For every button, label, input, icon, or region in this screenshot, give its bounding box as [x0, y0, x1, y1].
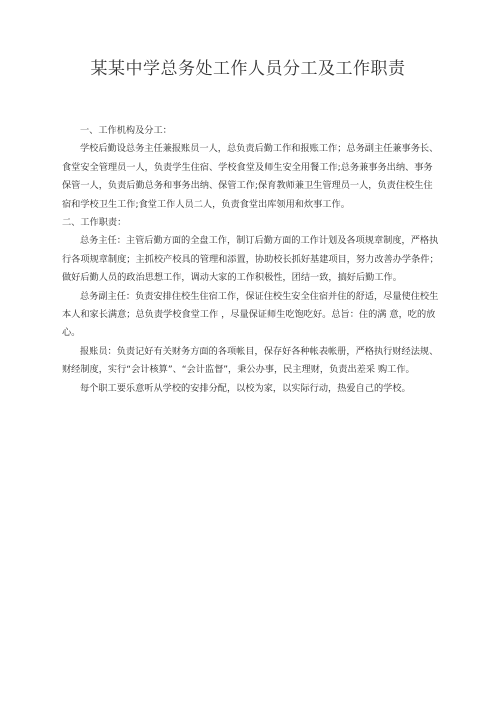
- paragraph-organization-details: 学校后勤设总务主任兼报账员一人，总负责后勤工作和报账工作；总务副主任兼事务长、食堂安全管理员一人，负责学生住宿、学校食堂及师生安全用餐工作;总务兼事务出纳、事务保管一人，负责后勤总务和事务出纳、保管工作;保育教师兼卫生管理员一人，负责住校生住宿和学校卫生工作;食堂工作人员二人，负责食堂出库领用和炊事工作。: [62, 143, 439, 210]
- page-title: 某某中学总务处工作人员分工及工作职责: [90, 59, 406, 79]
- section-heading-organization: 一、工作机构及分工：: [80, 125, 172, 136]
- section-heading-duties: 二、工作职责：: [62, 217, 127, 229]
- document-body: [62, 122, 440, 398]
- paragraph-deputy-director-duties: 总务副主任：负责安排住校生住宿工作，保证住校生安全住宿并住的舒适，尽量使住校生本人和家长满意；总负责学校食堂工作 ，尽量保证师生吃饱吃好。总旨：住的满 意，吃的放心。: [62, 290, 439, 339]
- paragraph-director-duties: 总务主任：主管后勤方面的全盘工作，制订后勤方面的工作计划及各项规章制度，严格执行各项规章制度；主抓校产校具的管理和添置，协助校长抓好基建项目，努力改善办学条件；做好后勤人员的政治思想工作，调动大家的工作积极性，团结一致，搞好后勤工作。: [62, 235, 439, 284]
- paragraph-staff-expectation: 每个职工要乐意听从学校的安排分配，以校为家，以实际行动，热爱自己的学校。: [80, 382, 411, 394]
- paragraph-accountant-duties: 报账员：负责记好有关财务方面的各项帐目，保存好各种帐表帐册，严格执行财经法规、财经制度，实行“会计核算”、“会计监督”，秉公办事，民主理财，负责出差采 购工作。: [62, 345, 439, 376]
